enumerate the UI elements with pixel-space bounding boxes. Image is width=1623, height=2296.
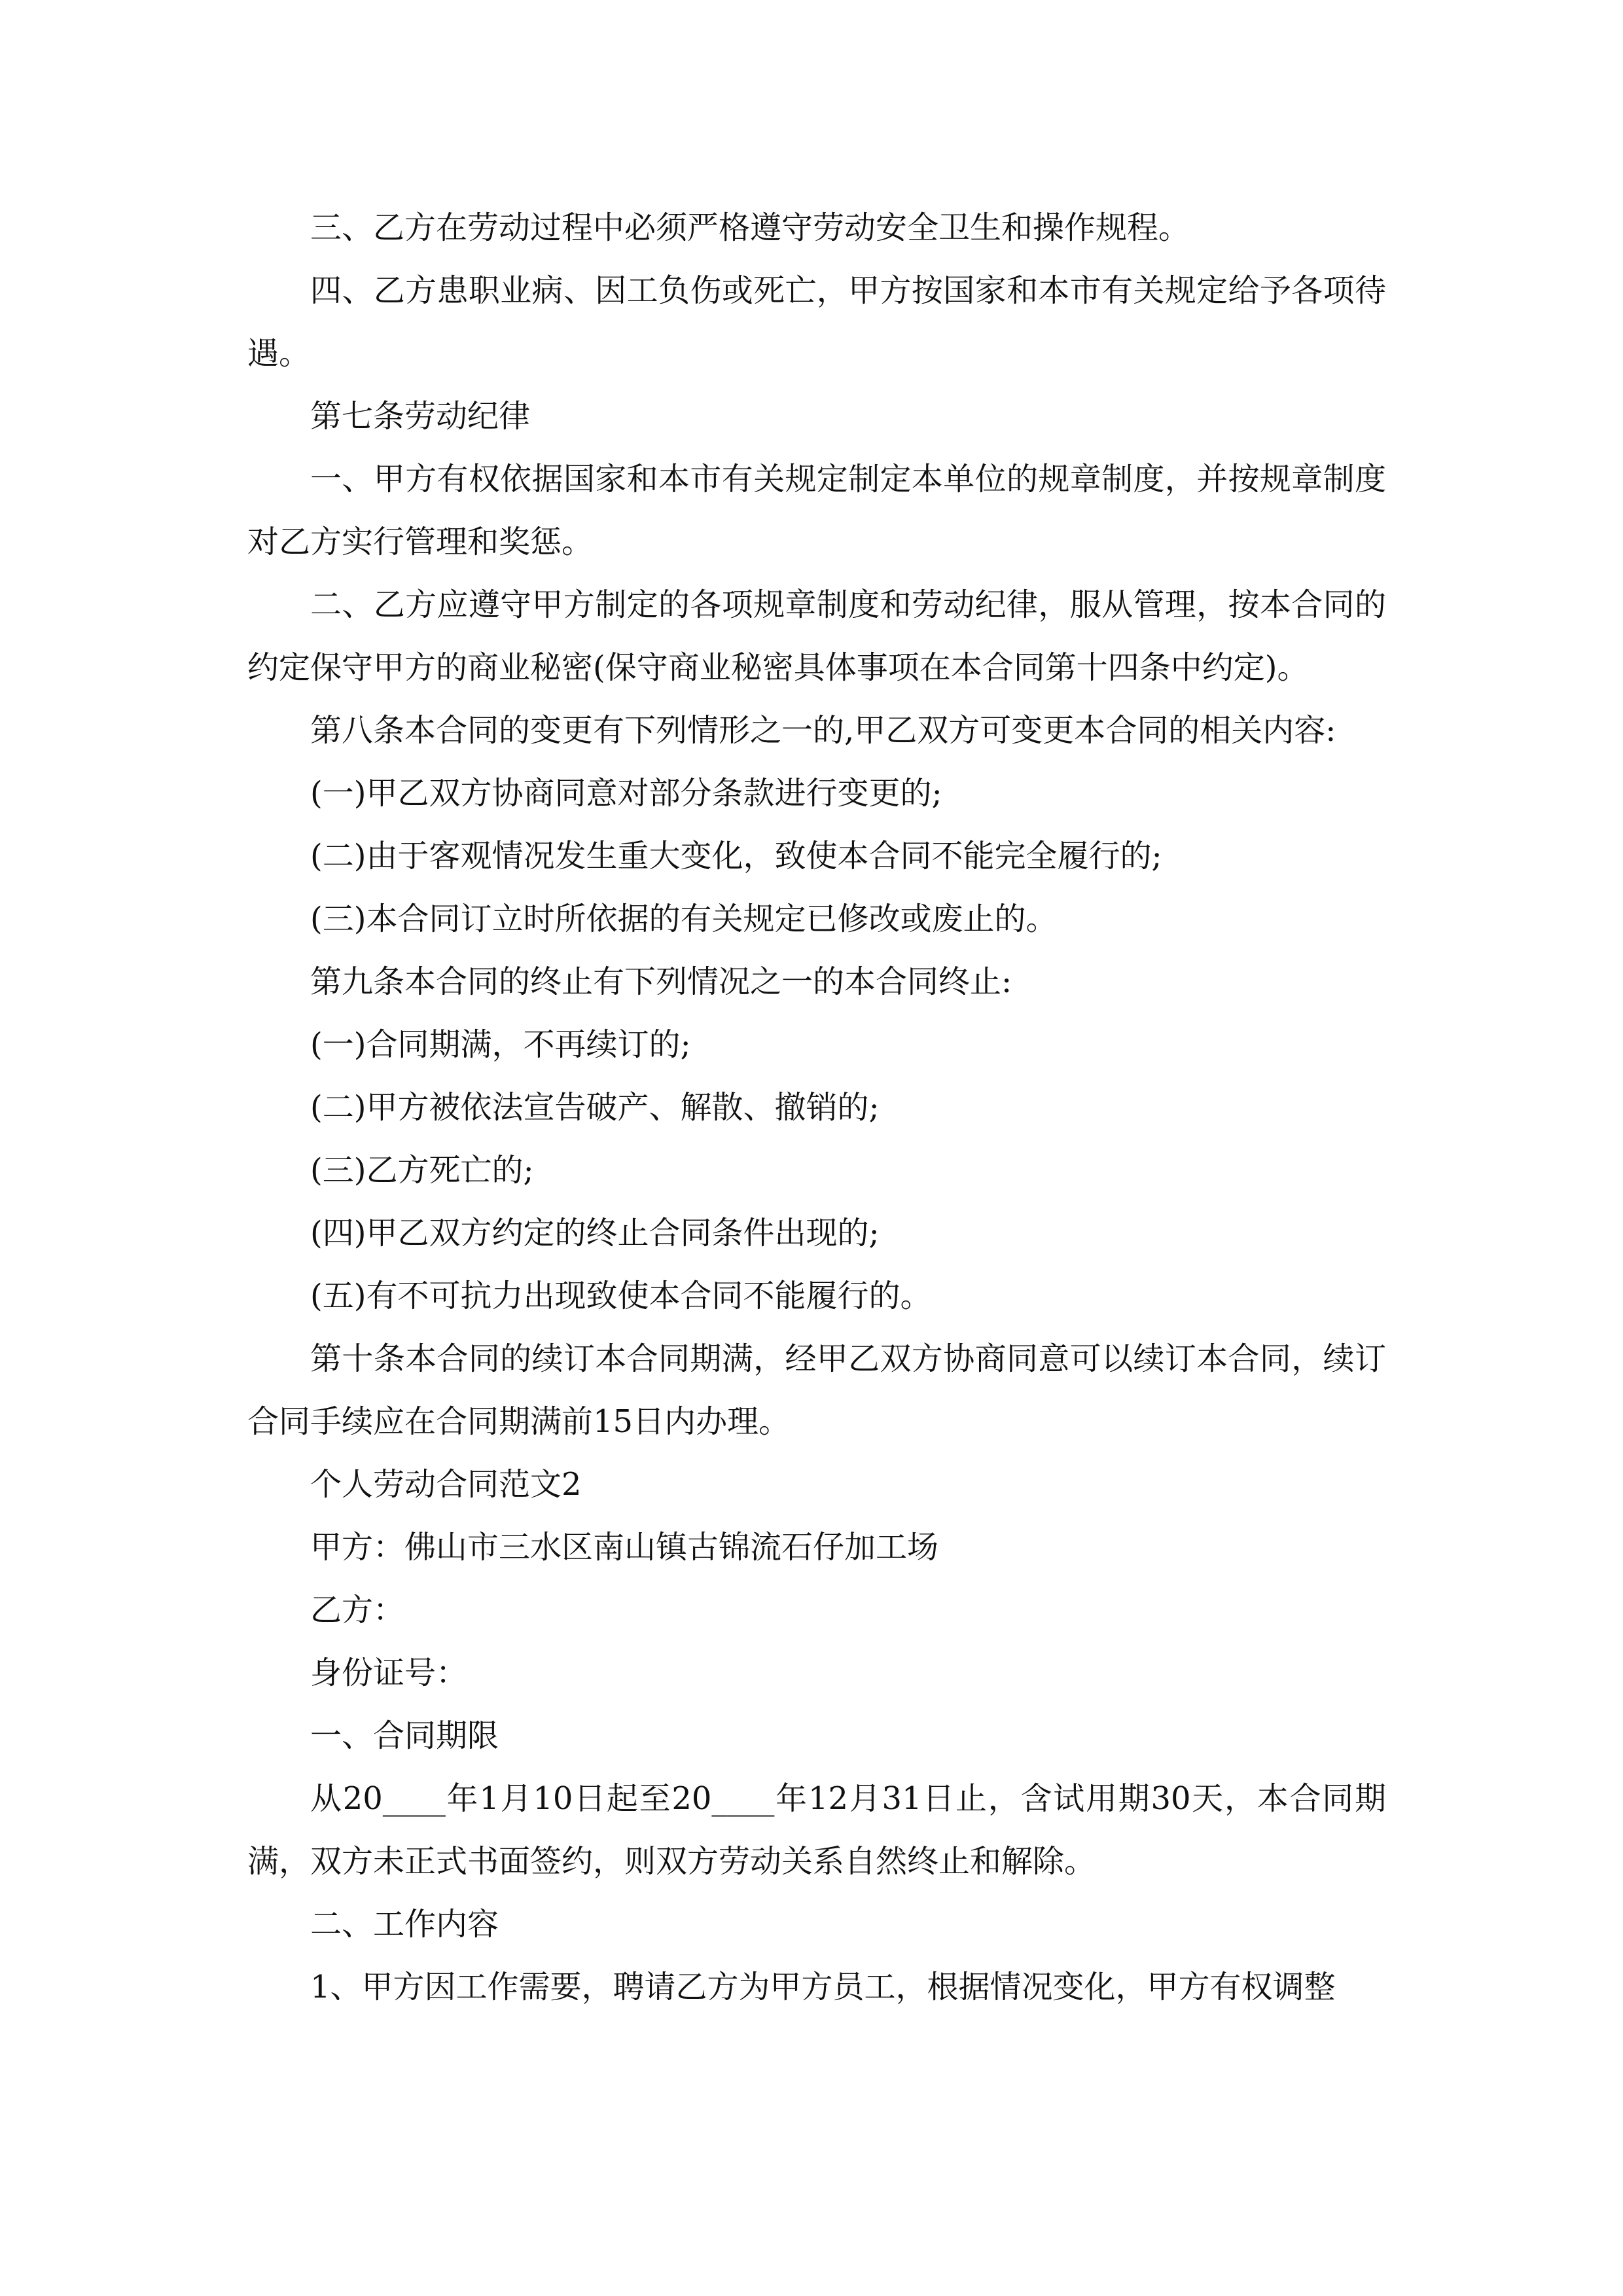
paragraph-article-9-item-2: (二)甲方被依法宣告破产、解散、撤销的;: [310, 1089, 880, 1126]
paragraph-article-9-item-1: (一)合同期满，不再续订的;: [310, 1026, 691, 1063]
heading-sample-2: 个人劳动合同范文2: [310, 1466, 582, 1503]
heading-article-9: 第九条本合同的终止有下列情况之一的本合同终止:: [310, 963, 1012, 1000]
paragraph-article-9-item-5: (五)有不可抗力出现致使本合同不能履行的。: [310, 1278, 932, 1314]
heading-article-8: 第八条本合同的变更有下列情形之一的,甲乙双方可变更本合同的相关内容:: [310, 712, 1336, 749]
party-a-line: 甲方：佛山市三水区南山镇古锦流石仔加工场: [310, 1529, 939, 1566]
heading-contract-term: 一、合同期限: [310, 1717, 499, 1754]
paragraph-clause-3-safety: 三、乙方在劳动过程中必须严格遵守劳动安全卫生和操作规程。: [310, 209, 1190, 246]
document-body: [247, 196, 1386, 2018]
paragraph-article-8-item-2: (二)由于客观情况发生重大变化，致使本合同不能完全履行的;: [310, 838, 1162, 874]
heading-article-7: 第七条劳动纪律: [310, 398, 531, 435]
paragraph-article-10: 第十条本合同的续订本合同期满，经甲乙双方协商同意可以续订本合同，续订合同手续应在合同期满前15日内办理。: [247, 1340, 1386, 1440]
paragraph-article-7-item-2: 二、乙方应遵守甲方制定的各项规章制度和劳动纪律，服从管理，按本合同的约定保守甲方的商业秘密(保守商业秘密具体事项在本合同第十四条中约定)。: [247, 586, 1386, 686]
paragraph-article-7-item-1: 一、甲方有权依据国家和本市有关规定制定本单位的规章制度，并按规章制度对乙方实行管理和奖惩。: [247, 461, 1386, 560]
paragraph-article-9-item-4: (四)甲乙双方约定的终止合同条件出现的;: [310, 1215, 880, 1251]
paragraph-article-9-item-3: (三)乙方死亡的;: [310, 1152, 534, 1189]
paragraph-article-8-item-1: (一)甲乙双方协商同意对部分条款进行变更的;: [310, 775, 942, 812]
party-b-line: 乙方：: [310, 1592, 405, 1628]
paragraph-article-8-item-3: (三)本合同订立时所依据的有关规定已修改或废止的。: [310, 901, 1058, 937]
paragraph-work-content-1: 1、甲方因工作需要，聘请乙方为甲方员工，根据情况变化，甲方有权调整: [310, 1969, 1336, 2005]
id-number-line: 身份证号：: [310, 1655, 468, 1691]
paragraph-clause-4-injury: 四、乙方患职业病、因工负伤或死亡，甲方按国家和本市有关规定给予各项待遇。: [247, 272, 1386, 372]
paragraph-contract-term: 从20____年1月10日起至20____年12月31日止，含试用期30天，本合同期满，双方未正式书面签约，则双方劳动关系自然终止和解除。: [247, 1780, 1386, 1880]
heading-work-content: 二、工作内容: [310, 1906, 499, 1943]
